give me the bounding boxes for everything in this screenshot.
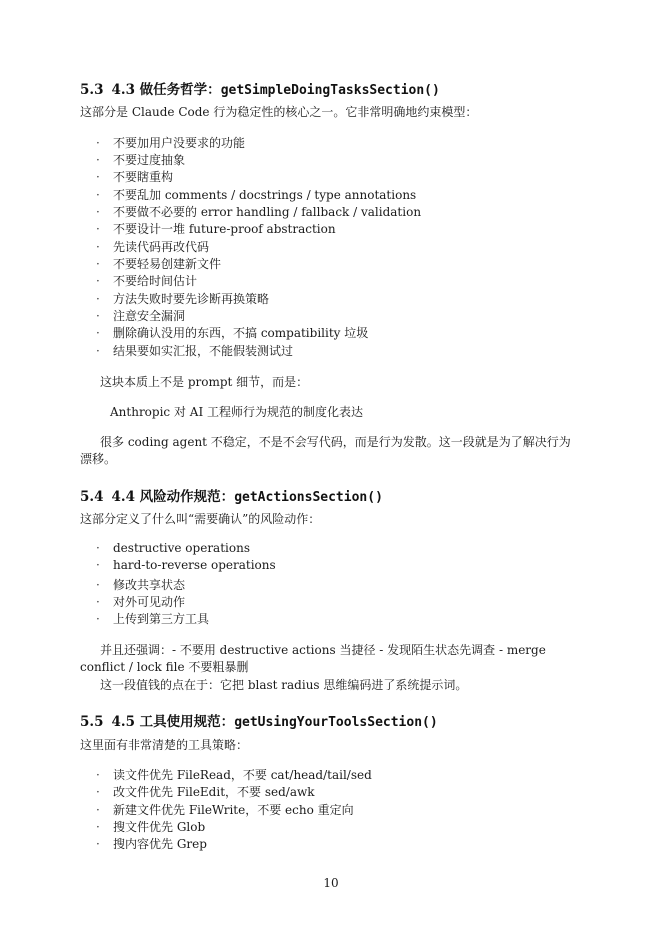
- list-item: · 先读代码再改代码: [96, 240, 210, 254]
- bullet-icon: ·: [96, 578, 100, 592]
- bullet-icon: ·: [96, 309, 100, 323]
- bullet-icon: ·: [96, 820, 100, 834]
- bullet-icon: ·: [96, 136, 100, 150]
- list-item: · 修改共享状态: [96, 578, 186, 592]
- bullet-icon: ·: [96, 240, 100, 254]
- list-item: · 改文件优先 FileEdit，不要 sed/awk: [96, 785, 315, 799]
- bullet-icon: ·: [96, 326, 100, 340]
- section-intro: 这部分定义了什么叫“需要确认”的风险动作：: [80, 512, 321, 526]
- list-item: · 不要轻易创建新文件: [96, 257, 222, 271]
- bullet-icon: ·: [96, 170, 100, 184]
- bullet-icon: ·: [96, 612, 100, 626]
- section-title-code: getSimpleDoingTasksSection(): [220, 83, 440, 98]
- block-quote: Anthropic 对 AI 工程师行为规范的制度化表达: [110, 405, 363, 419]
- bullet-icon: ·: [96, 153, 100, 167]
- bullet-icon: ·: [96, 768, 100, 782]
- bullet-icon: ·: [96, 292, 100, 306]
- list-item: · 结果要如实汇报，不能假装测试过: [96, 344, 294, 358]
- paragraph: 很多 coding agent 不稳定，不是不会写代码，而是行为发散。这一段就是为了解决行为漂移。: [80, 435, 571, 466]
- bullet-icon: ·: [96, 785, 100, 799]
- list-item: · 不要做不必要的 error handling / fallback / validation: [96, 205, 422, 219]
- list-item: · 删除确认没用的东西，不搞 compatibility 垃圾: [96, 326, 369, 340]
- list-item: · 搜文件优先 Glob: [96, 820, 206, 834]
- section-intro: 这里面有非常清楚的工具策略：: [80, 738, 249, 752]
- section-title: 4.3 做任务哲学：: [111, 82, 221, 98]
- section-number: 5.5: [80, 714, 104, 730]
- bullet-icon: ·: [96, 188, 100, 202]
- section-heading-5-5: [80, 710, 438, 730]
- bullet-icon: ·: [96, 274, 100, 288]
- list-item: · 读文件优先 FileRead，不要 cat/head/tail/sed: [96, 768, 372, 782]
- bullet-icon: ·: [96, 803, 100, 817]
- list-item: · 新建文件优先 FileWrite，不要 echo 重定向: [96, 803, 354, 817]
- list-item: · 不要给时间估计: [96, 274, 198, 288]
- list-item: · 不要瞎重构: [96, 170, 174, 184]
- section-heading-5-4: [80, 485, 383, 505]
- list-item: · 方法失败时要先诊断再换策略: [96, 292, 270, 306]
- list-item: · 不要过度抽象: [96, 153, 186, 167]
- list-item: · 上传到第三方工具: [96, 612, 210, 626]
- page-number: 10: [323, 876, 339, 890]
- list-item: · 搜内容优先 Grep: [96, 837, 207, 851]
- section-title: 4.4 风险动作规范：: [111, 489, 235, 505]
- bullet-icon: ·: [96, 558, 100, 572]
- list-item: · 注意安全漏洞: [96, 309, 186, 323]
- list-item: · 不要加用户没要求的功能: [96, 136, 246, 150]
- bullet-icon: ·: [96, 222, 100, 236]
- list-item: · hard-to-reverse operations: [96, 558, 276, 572]
- section-number: 5.4: [80, 489, 104, 505]
- paragraph: 并且还强调：- 不要用 destructive actions 当捷径 - 发现陌生状态先调查 - merge conflict / lock file 不要粗暴删: [80, 643, 546, 674]
- list-item: · 对外可见动作: [96, 595, 186, 609]
- paragraph: 这块本质上不是 prompt 细节，而是：: [100, 375, 309, 389]
- section-heading-5-3: [80, 78, 440, 98]
- section-title-code: getActionsSection(): [234, 490, 383, 505]
- paragraph: 这一段值钱的点在于：它把 blast radius 思维编码进了系统提示词。: [100, 678, 468, 692]
- bullet-icon: ·: [96, 837, 100, 851]
- section-title: 4.5 工具使用规范：: [111, 714, 235, 730]
- section-number: 5.3: [80, 82, 104, 98]
- list-item: · 不要设计一堆 future-proof abstraction: [96, 222, 336, 236]
- section-intro: 这部分是 Claude Code 行为稳定性的核心之一。它非常明确地约束模型：: [80, 105, 478, 119]
- list-item: · 不要乱加 comments / docstrings / type annotations: [96, 188, 417, 202]
- bullet-icon: ·: [96, 541, 100, 555]
- bullet-icon: ·: [96, 344, 100, 358]
- bullet-icon: ·: [96, 205, 100, 219]
- section-title-code: getUsingYourToolsSection(): [234, 715, 438, 730]
- bullet-icon: ·: [96, 595, 100, 609]
- bullet-icon: ·: [96, 257, 100, 271]
- list-item: · destructive operations: [96, 541, 250, 555]
